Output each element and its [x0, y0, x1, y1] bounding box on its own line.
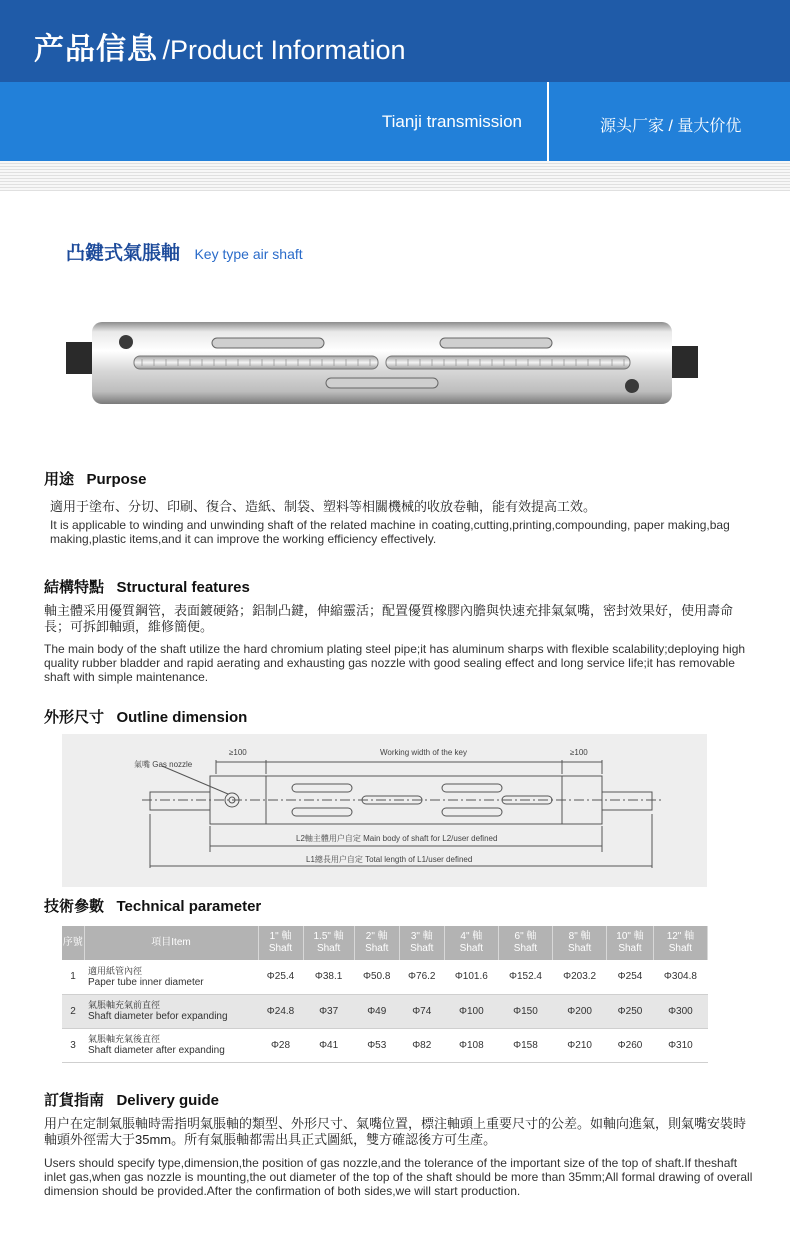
row-no: 3 — [62, 1028, 84, 1062]
air-shaft-image — [62, 310, 712, 415]
shaft-screw-icon — [119, 335, 133, 349]
left-key-strip — [134, 356, 378, 369]
col-size: 6" 軸 Shaft — [498, 926, 552, 960]
product-name-en: Key type air shaft — [194, 246, 303, 262]
table-cell: Φ203.2 — [553, 960, 607, 994]
delivery-heading — [44, 1089, 219, 1110]
left-shaft-end — [66, 342, 96, 374]
row-no: 2 — [62, 994, 84, 1028]
delivery-heading-cn: 訂貨指南 — [44, 1092, 105, 1109]
table-cell: Φ76.2 — [399, 960, 444, 994]
purpose-text-en: It is applicable to winding and unwinding shaft of the related machine in coating,cutting,printing,compounding, paper making,bag making,plastic items,and it can improve the working efficiency effectively. — [50, 518, 730, 546]
col-size: 3" 軸 Shaft — [399, 926, 444, 960]
structural-heading-cn: 結構特點 — [44, 579, 105, 596]
table-cell: Φ310 — [653, 1028, 707, 1062]
col-item: 項目Item — [84, 926, 258, 960]
outline-drawing — [62, 734, 707, 887]
col-size: 10" 軸 Shaft — [607, 926, 654, 960]
col-size: 8" 軸 Shaft — [553, 926, 607, 960]
technical-table — [62, 926, 708, 1063]
table-cell: Φ41 — [303, 1028, 354, 1062]
row-item: 適用紙管內徑 Paper tube inner diameter — [84, 960, 258, 994]
table-cell: Φ24.8 — [258, 994, 303, 1028]
table-cell: Φ260 — [607, 1028, 654, 1062]
col-size: 2" 軸 Shaft — [354, 926, 399, 960]
structural-heading-en: Structural features — [116, 579, 250, 596]
purpose-heading-en: Purpose — [86, 471, 147, 488]
l1-label: L1總長用户自定 Total length of L1/user defined — [306, 855, 473, 864]
row-item: 氣脹軸充氣後直徑 Shaft diameter after expanding — [84, 1028, 258, 1062]
delivery-text-en: Users should specify type,dimension,the position of gas nozzle,and the tolerance of the important size of the top of shaft.If theshaft inlet gas,when gas nozzle is mounting,the out diameter of the top of the shaft should be more than 35mm;All formal drawing of overall dimension should be provided.After the confirmation of both sides,we will start production. — [44, 1156, 753, 1198]
delivery-heading-en: Delivery guide — [116, 1092, 220, 1109]
outline-heading-en: Outline dimension — [116, 709, 248, 726]
table-cell: Φ101.6 — [444, 960, 498, 994]
structural-text-en: The main body of the shaft utilize the hard chromium plating steel pipe;it has aluminum sharps with flexible scalability;deploying high quality rubber bladder and rapid aerating and exhausting gas nozzle with good sealing effect and long service life;it has removable shaft with simple maintenance. — [44, 642, 746, 684]
table-row — [62, 1028, 708, 1062]
structural-text-cn: 軸主體采用優質鋼管，表面鍍硬鉻；鋁制凸鍵，伸縮靈活；配置優質橡膠內膽與快速充排氣氣嘴，密封效果好，使用壽命長；可拆卸軸頭，維修簡便。 — [44, 603, 734, 634]
col-no: 序號 — [62, 926, 84, 960]
table-cell: Φ254 — [607, 960, 654, 994]
gas-nozzle-icon — [625, 379, 639, 393]
right-key-strip — [386, 356, 630, 369]
table-cell: Φ100 — [444, 994, 498, 1028]
working-width-label: Working width of the key — [380, 748, 468, 757]
banner-divider — [547, 82, 549, 161]
col-size: 4" 軸 Shaft — [444, 926, 498, 960]
table-header-row — [62, 926, 708, 960]
brand-banner — [0, 82, 790, 161]
table-cell: Φ82 — [399, 1028, 444, 1062]
product-name-cn: 凸鍵式氣脹軸 — [66, 243, 181, 264]
table-cell: Φ49 — [354, 994, 399, 1028]
row-no: 1 — [62, 960, 84, 994]
table-cell: Φ150 — [498, 994, 552, 1028]
page-title-en: /Product Information — [162, 35, 406, 65]
table-cell: Φ28 — [258, 1028, 303, 1062]
outline-heading — [44, 706, 247, 727]
table-cell: Φ25.4 — [258, 960, 303, 994]
page-title-cn: 产品信息 — [34, 33, 158, 66]
header-banner — [0, 0, 790, 82]
gas-nozzle-label: 氣嘴 Gas nozzle — [134, 760, 193, 769]
brand-name: Tianji transmission — [381, 112, 522, 131]
l2-label: L2軸主體用户自定 Main body of shaft for L2/user defined — [296, 834, 498, 843]
purpose-text-cn: 適用于塗布、分切、印刷、復合、造紙、制袋、塑料等相關機械的收放卷軸，能有效提高工效。 — [50, 499, 597, 514]
table-row — [62, 960, 708, 994]
table-cell: Φ50.8 — [354, 960, 399, 994]
page-title — [34, 24, 406, 68]
table-cell: Φ152.4 — [498, 960, 552, 994]
technical-heading — [44, 895, 261, 916]
table-row — [62, 994, 708, 1028]
col-size: 1.5" 軸 Shaft — [303, 926, 354, 960]
table-cell: Φ38.1 — [303, 960, 354, 994]
table-cell: Φ37 — [303, 994, 354, 1028]
min-right-label: ≥100 — [570, 748, 588, 757]
product-title — [66, 238, 303, 265]
right-shaft-end — [668, 346, 698, 378]
table-cell: Φ200 — [553, 994, 607, 1028]
table-cell: Φ300 — [653, 994, 707, 1028]
decorative-stripe — [0, 161, 790, 191]
purpose-heading-cn: 用途 — [44, 471, 75, 488]
row-item: 氣脹軸充氣前直徑 Shaft diameter befor expanding — [84, 994, 258, 1028]
col-size: 1" 軸 Shaft — [258, 926, 303, 960]
table-cell: Φ210 — [553, 1028, 607, 1062]
outline-heading-cn: 外形尺寸 — [44, 709, 105, 726]
min-left-label: ≥100 — [229, 748, 247, 757]
technical-heading-cn: 技術參數 — [44, 898, 105, 915]
table-cell: Φ74 — [399, 994, 444, 1028]
delivery-text-cn: 用户在定制氣脹軸時需指明氣脹軸的類型、外形尺寸、氣嘴位置，標注軸頭上重要尺寸的公差。如軸向進氣，則氣嘴安裝時軸頭外徑需大于35mm。所有氣脹軸都需出具正式圖紙，雙方確認後方可生產。 — [44, 1116, 747, 1147]
table-cell: Φ158 — [498, 1028, 552, 1062]
table-cell: Φ108 — [444, 1028, 498, 1062]
col-size: 12" 軸 Shaft — [653, 926, 707, 960]
purpose-heading — [44, 468, 146, 489]
structural-heading — [44, 576, 250, 597]
table-cell: Φ53 — [354, 1028, 399, 1062]
brand-slogan: 源头厂家 / 量大价优 — [600, 118, 742, 135]
table-cell: Φ304.8 — [653, 960, 707, 994]
table-cell: Φ250 — [607, 994, 654, 1028]
technical-heading-en: Technical parameter — [116, 898, 262, 915]
